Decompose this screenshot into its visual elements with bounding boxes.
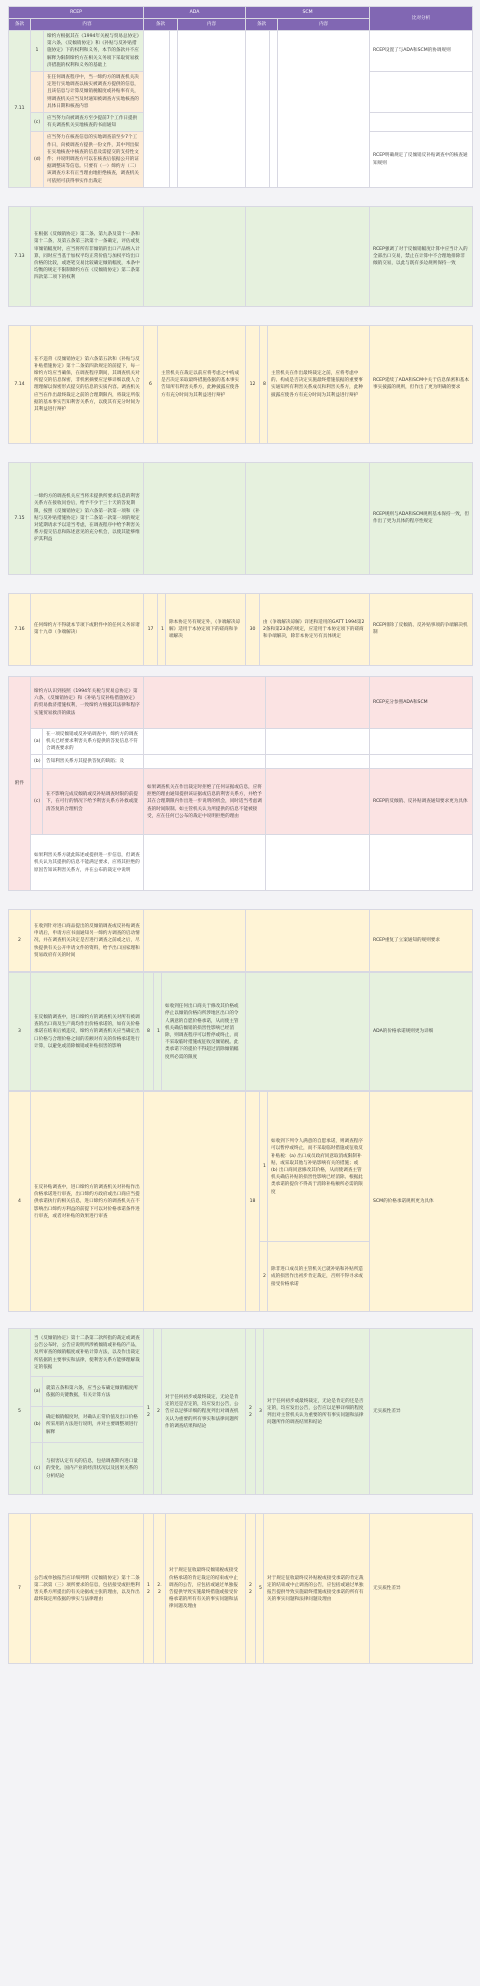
analysis-cell: ADA的价格承诺规则更为详细: [370, 973, 473, 1091]
sub-clause-letter: (c): [31, 113, 44, 132]
analysis-cell: RCEP的反倾销、反补贴调查通知要求更为具体: [370, 769, 473, 835]
clause-number: 3: [9, 973, 31, 1091]
scm-clause: 30: [246, 593, 260, 665]
analysis-cell: RCEP明确规定了反倾销反补贴调查中的核查通知规则: [370, 132, 473, 187]
ada-content: 对于任何初步或最终裁定，无论是肯定的还是否定的，均应发出公告，公告应以足够详细的程度列出对调查机关认为重要的所有事实和法律问题所作的调查结果和结论: [162, 1329, 246, 1495]
analysis-cell: RCEP设置了与ADA和SCM的协调规则: [370, 31, 473, 72]
scm-content: 对于规定征收最终反补贴税或接受承诺的肯定裁定的结束或中止调查的公告，应包括或通过单独报告提供导致实施最终措施或接受承诺的所有有关的事实问题和法律问题及理由: [264, 1514, 370, 1664]
rcep-content: 在不违背《反倾销协定》第六条第五款和《补贴与反补贴措施协定》第十二条第四款规定的前提下，每一缔约方均应当确保，在调查程序期间，其调查机关对所提交的信息保密，非机密摘要应足够详细以使人合理理解以保密形式提交的信息的实质内容。调查机关应当在作出最终裁定之前的合理期限内，将裁定所依据的基本事实告知利害关系方，以使其有充分时间为其利益进行辩护: [31, 325, 144, 443]
rcep-content: 缔约方认识到按照《1994年关税与贸易总协定》第六条、《反倾销协定》和《补贴与反补贴措施协定》的贸易救济措施权利，一致缔约方根据其法律和程序实施贸易救济的做法: [31, 676, 144, 728]
sub-clause-letter: 1: [31, 31, 44, 72]
header-ada-content: 内容: [178, 19, 246, 31]
clause-number: 7.15: [9, 462, 31, 574]
table-row: [9, 1092, 473, 1242]
table-row: [9, 206, 473, 306]
header-scm-content: 内容: [278, 19, 370, 31]
rcep-content: 当《反倾销协定》第十二条第二款所指的裁定或调查公告公布时，公告应说明所涉被倾销或补贴的产品，及所审查的倾销幅度或补贴计算方法，以及作出裁定所依据的主要事实和法律，使利害关系方能够理解裁定的依据: [31, 1329, 144, 1377]
ada-clause: 12: [144, 1329, 154, 1495]
rcep-content: 在一项反倾销或反补贴调查中，缔约方的调查机关已经要求利害关系方提供的答复信息不符合调查要求的: [43, 728, 144, 755]
scm-clause: 22: [246, 1514, 256, 1664]
clause-number: 7.14: [9, 325, 31, 443]
comparison-table: [8, 6, 473, 188]
rcep-content: 确定倾销幅度时，对确认正常价值及出口价格所采用的方法进行说明，并对主要调整项进行解释: [43, 1407, 144, 1443]
table-row: [9, 910, 473, 972]
scm-sub: 3: [256, 1329, 264, 1495]
sub-clause-letter: (b): [31, 755, 43, 769]
header-analysis: 比对分析: [370, 7, 473, 31]
table-row: [9, 835, 473, 891]
rcep-content: 应当努力在核查信息的实地调查前至少7个工作日，向被调查方提供一份文件，其中列出拟在实地核查中核查的信息及需提交的支持性文件；并说明调查方可以在核查后依据公开的证据调整该等信息。只要有（一）缔约方（二）该调查方未有正当理由地拒绝核查，调查机关可依照可获得事实作出裁定: [44, 132, 144, 187]
analysis-cell: RCEP强调了对于反倾销幅度计算中应当计入的全部出口交易，禁止在计算中不合理地排除非倾销交易，以此与既有多边规则保持一致: [370, 206, 473, 306]
section-7-14: [8, 325, 473, 444]
rcep-content: 如果利害关系方就此陈述或提供进一步信息，但调查机关认为其提供的信息不能满足要求，应将其拒绝的原因告知该利害关系方，并在公布的裁定中说明: [31, 835, 144, 891]
scm-sub: 5: [256, 1514, 264, 1664]
rcep-content: 一缔约方的调查机关应当将未提供所要求信息的利害关系方在接收问卷后，给予不少于三十天的答复期限，按照《反倾销协定》第六条第一款第一项和《补贴与反补贴措施协定》第十二条第一款第一项的规定对延期请求予以适当考虑，在调查程序中给予利害关系方提交信息和陈述意见的充分机会，以使其能够维护其利益: [31, 462, 144, 574]
table-row: [9, 769, 473, 835]
clause-number: 7.11: [9, 31, 31, 188]
analysis-cell: SCM的价格承诺规则更为具体: [370, 1092, 473, 1312]
clause-number: 7: [9, 1514, 31, 1664]
rcep-content: 缔约方根据其在《1994年关税与贸易总协定》第六条、《反倾销协定》和《补贴与反补贴措施协定》下的权利和义务，本节的条款并不应解释为限制缔约方在相关义务项下采取贸易救济措施的权利和义务的基础上: [44, 31, 144, 72]
ada-sub: 1: [158, 593, 166, 665]
page: [0, 6, 480, 1986]
scm-sub: 1: [260, 1092, 268, 1242]
analysis-cell: RCEP重复了立案通知的规则要求: [370, 910, 473, 972]
rcep-content: 与损害认定有关的信息，包括调查期内进口量的变化、国内产业的经济状况以及因果关系的分析结论: [43, 1443, 144, 1495]
ada-content: 如果调查机关在作出裁定时拒绝了任何证据或信息，应将拒绝的理由通知提供该证据或信息的利害关系方，并给予其在合理期限内作出进一步说明的机会，同时适当考虑调查的时间限制。如主管机关认为所提供的信息不能被接受，应在任何已公布的裁定中说明拒绝的理由: [144, 769, 266, 835]
table-row: [9, 728, 473, 755]
ada-content: 如收到任何出口商关于修改其价格或停止以倾销价格向所涉地区出口的令人满意的自愿价格承诺，从而使主管机关确信倾销的损害性影响已经消除，则调查程序可以暂停或终止，而不采取临时措施或征收反倾销税。此类承诺下的提价不得超过消除倾销幅度所必需的限度: [162, 973, 246, 1091]
section-annex-2: [8, 909, 473, 972]
scm-content: 对于任何初步或最终裁定，无论是肯定的还是否定的，均应发出公告，公告应以足够详细的程度列出对主管机关认为重要的所有事实问题和法律问题所作的调查结果和结论: [264, 1329, 370, 1495]
rcep-content: 在收到针对进口商品提出的反倾销调查或反补贴调查申请后，申请方应书面通知另一缔约方调查的启动情况，并在调查机关决定是否进行调查之前或之后，尽快提供有关公开申请文件的资料，给予出口国家理和贸易政府有关的时间: [31, 910, 144, 972]
rcep-content: 就第五条和第六条，应当公布确定倾销幅度所依据的关键数据，有关计算方法: [43, 1377, 144, 1407]
header-rcep: RCEP: [9, 7, 144, 19]
sub-clause-letter: (c): [31, 1443, 43, 1495]
clause-number: 2: [9, 910, 31, 972]
sub-clause-letter: (a): [31, 728, 43, 755]
scm-content: 主管机关在作出最终裁定之前，应将考虑中的、构成是否决定实施最终措施依据的重要事实通知所有利害关系成员和利害关系方，此种披露应使各方有充分时间为其利益进行辩护: [268, 325, 370, 443]
ada-content: 对于规定征收最终反倾销税或接受价格承诺的肯定裁定的结束或中止调查的公告，应包括或通过单独报告提供导致实施最终措施或接受价格承诺的所有有关的事实问题和法律问题及理由: [166, 1514, 246, 1664]
sub-clause-letter: (c): [31, 769, 43, 835]
analysis-cell: RCEP延续了ADA和SCM中关于信息保密和基本事实披露的规则，但作出了更为明确的要求: [370, 325, 473, 443]
section-7-16: [8, 593, 473, 666]
ada-sub: 1: [154, 973, 162, 1091]
clause-number: 5: [9, 1329, 31, 1495]
header-scm: SCM: [246, 7, 370, 19]
table-row: [9, 325, 473, 443]
analysis-cell: RCEP排除了反倾销、反补贴事项的争端解决机制: [370, 593, 473, 665]
header-scm-clause: 条款: [246, 19, 278, 31]
ada-clause: 8: [144, 973, 154, 1091]
sub-clause-letter: (a): [31, 1377, 43, 1407]
header-ada-clause: 条款: [144, 19, 178, 31]
analysis-cell: 无实质性差异: [370, 1329, 473, 1495]
section-annex-5: [8, 1328, 473, 1495]
clause-number: 附件: [9, 676, 31, 891]
ada-sub: 2: [154, 1329, 162, 1495]
header-rcep-clause: 条款: [9, 19, 31, 31]
header-row-groups: [9, 7, 473, 19]
analysis-cell: RCEP充分参照ADA和SCM: [370, 676, 473, 728]
scm-sub: 8: [260, 325, 268, 443]
ada-content: 除本协定另有规定外，《争端解决谅解》适用于本协定项下的磋商和争端解决: [166, 593, 246, 665]
ada-clause: 12: [144, 1514, 154, 1664]
rcep-content: 在根据《反倾销协定》第二条、第九条及第十一条和第十二条，及第五条第三款第十一条确定，评估或复审倾销幅度时，应当将所有非倾销的出口产品纳入计算，同时应当基于加权平均正常价值与加权平均出口价格的比较，或逐笔交易比较确定倾销幅度，本条中均衡的规定不限制缔约方在《反倾销协定》第二条第四款第二项下的权利: [31, 206, 144, 306]
ada-clause: 17: [144, 593, 158, 665]
rcep-content: 告知利害关系方其提供答复的缺陷；及: [43, 755, 144, 769]
section-annex-3: [8, 972, 473, 1091]
table-row: [9, 676, 473, 728]
rcep-content: 在任何调查程序中，当一缔约方的调查机关决定进行实地调查以核实被调查方提供的信息，且该信息与计算反倾销税幅度或补贴率有关，则调查机关应当及时通知被调查方实地核查的具体日期和核查内容: [44, 72, 144, 113]
table-row: [9, 593, 473, 665]
section-7-15: [8, 462, 473, 575]
header-ada: ADA: [144, 7, 246, 19]
table-row: [9, 973, 473, 1091]
section-7-13: [8, 206, 473, 307]
clause-number: 7.13: [9, 206, 31, 306]
table-row: [9, 1514, 473, 1664]
ada-sub: 2.2: [154, 1514, 166, 1664]
rcep-content: 应当努力向被调查方至少提前7个工作日提供有关调查机关实地核查的书面通知: [44, 113, 144, 132]
rcep-content: 在反倾销调查中，进口缔约方的调查机关对所有被调查的出口商及生产商均作出价格承诺的，如有关价格承诺在结束后被违反，缔约方的调查机关应当确定出口价格与合理价格之间的差额对有关的价格承诺进行计算，以避免或消除倾销或补贴损害的影响: [31, 973, 144, 1091]
header-rcep-content: 内容: [31, 19, 144, 31]
sub-clause-letter: (b): [31, 1407, 43, 1443]
scm-clause: 18: [246, 1092, 260, 1312]
rcep-content: 公告或单独报告应详细列明《反倾销协定》第十二条第二款第（三）项所要求的信息，包括接受或拒绝利害关系方所提出的有关论据或主张的理由，以及作出最终裁定所依据的事实与法律理由: [31, 1514, 144, 1664]
section-annex-6: [8, 1513, 473, 1664]
scm-sub: 2: [260, 1242, 268, 1312]
table-row: [9, 31, 473, 72]
rcep-content: 在反补贴调查中，进口缔约方的调查机关对补贴作出价格承诺进行审查，出口缔约方政府或出口商应当提供承诺执行的相关信息，进口缔约方的调查机关在不影响出口缔约方利益的前提下可以对价格承诺条件进行审查，或者对补贴的效果进行审查: [31, 1092, 144, 1312]
scm-content: 如收到下列令人满意的自愿承诺，则调查程序可以暂停或终止，而不采取临时措施或征收反补贴税：(a) 出口成员政府同意取消或限制补贴，或采取其他与补贴影响有关的措施；或 (b) 出口商同意修改其价格，从而使调查主管机关确信补贴的损害性影响已经消除。根据此类承诺的提价不得高于消除补贴额所必需的限度: [268, 1092, 370, 1242]
ada-clause: 6: [144, 325, 158, 443]
sub-clause-letter: (d): [31, 132, 44, 187]
table-row: [9, 462, 473, 574]
analysis-cell: RCEP规则与ADA和SCM规则基本保持一致，但作出了更为具体的程序性规定: [370, 462, 473, 574]
scm-content: 除非进口成员的主管机关已就补贴和补贴所造成的损害作出初步肯定裁定，否则不得寻求或接受价格承诺: [268, 1242, 370, 1312]
scm-content: 由《争端解决谅解》详述和适用的GATT 1994第22条和第23条的规定，应适用于本协定项下的磋商和争端解决，除非本协定另有具体规定: [260, 593, 370, 665]
section-annex-4: [8, 1091, 473, 1312]
rcep-content: 任何缔约方不得就本节项下或附件中的任何义务诉诸第十九章（争端解决）: [31, 593, 144, 665]
table-row: [9, 755, 473, 769]
scm-clause: 12: [246, 325, 260, 443]
table-row: [9, 1329, 473, 1377]
clause-number: 4: [9, 1092, 31, 1312]
rcep-content: 在不影响完成反倾销或反补贴调查时限的前提下，在可行的情况下给予利害关系方补救或澄清答复的合理机会: [43, 769, 144, 835]
ada-content: 主管机关在裁定以前应将考虑之中构成是否决定采取最终措施依据的基本事实告知所有利害关系方，此种披露应使各方有充分时间为其利益进行辩护: [158, 325, 246, 443]
scm-clause: 22: [246, 1329, 256, 1495]
clause-number: 7.16: [9, 593, 31, 665]
analysis-cell: 无实质性差异: [370, 1514, 473, 1664]
section-annex: [8, 676, 473, 892]
